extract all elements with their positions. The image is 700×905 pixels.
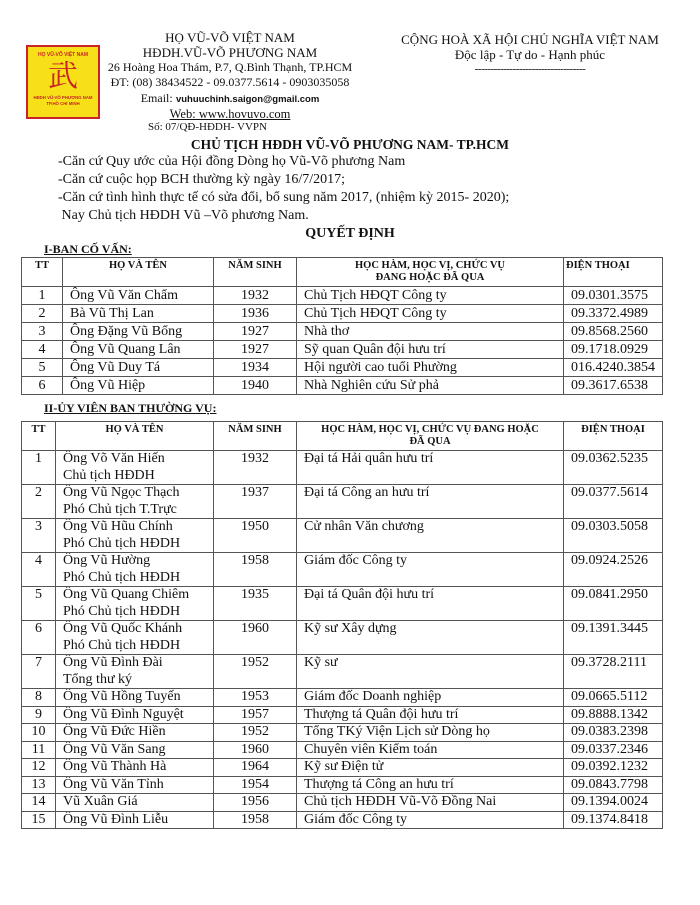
position: Cử nhân Văn chương [297,519,564,553]
phone-number: 09.3728.2111 [564,655,663,689]
table-row [22,655,663,689]
sub-org-name: HĐDH.VŨ-VÕ PHƯƠNG NAM [142,45,318,60]
position: Tổng TKý Viện Lịch sử Dòng họ [297,724,564,742]
birth-year: 1927 [214,323,297,341]
row-number: 2 [22,305,63,323]
table-row [22,305,663,323]
logo-glyph: 武 [48,59,78,94]
member-cell [56,621,214,655]
phone-number: 09.1718.0929 [564,341,663,359]
row-number: 12 [22,759,56,777]
row-number: 6 [22,621,56,655]
phone-number: 016.4240.3854 [564,359,663,377]
basis-line-2: -Căn cứ cuộc họp BCH thường kỳ ngày 16/7/2017; [58,172,345,187]
phone-number: 09.1394.0024 [564,794,663,812]
member-name: Ông Vũ Đình Liễu [63,811,169,827]
decision-heading: QUYẾT ĐỊNH [305,226,395,241]
table-row [22,794,663,812]
member-cell [56,811,214,829]
table-row [22,689,663,707]
column-header: ĐIỆN THOẠI [564,258,663,287]
organization-logo [26,45,100,119]
column-header: HỌ VÀ TÊN [56,422,214,451]
position: Giám đốc Công ty [297,811,564,829]
phone-number: 09.3617.6538 [564,377,663,395]
phone-number: 09.0377.5614 [564,485,663,519]
table-row [22,553,663,587]
column-header: HỌ VÀ TÊN [63,258,214,287]
column-header: NĂM SINH [214,422,297,451]
birth-year: 1953 [214,689,297,707]
row-number: 4 [22,553,56,587]
member-role: Phó Chủ tịch HĐDH [63,535,181,551]
web-link[interactable]: Web: www.hovuvo.com [169,107,291,121]
phone-number: 09.8888.1342 [564,706,663,724]
phone: ĐT: (08) 38434522 - 09.0377.5614 - 0903035058 [110,75,350,89]
position: Kỹ sư [297,655,564,689]
org-name: HỌ VŨ-VÕ VIỆT NAM [165,30,295,45]
divider: ----------------------------------- [474,63,586,75]
phone-number: 09.0301.3575 [564,287,663,305]
column-header: NĂM SINH [214,258,297,287]
basis-line-1: -Căn cứ Quy ước của Hội đồng Dòng họ Vũ-Võ phương Nam [58,154,406,169]
member-cell [56,741,214,759]
column-header: TT [22,422,56,451]
birth-year: 1958 [214,811,297,829]
table-row [22,287,663,305]
member-cell [56,519,214,553]
table-row [22,485,663,519]
birth-year: 1957 [214,706,297,724]
member-cell [56,759,214,777]
member-name: Ông Vũ Quang Chiêm [63,587,190,602]
row-number: 10 [22,724,56,742]
nation-title: CỘNG HOÀ XÃ HỘI CHỦ NGHĨA VIỆT NAM [401,32,659,47]
row-number: 15 [22,811,56,829]
row-number: 2 [22,485,56,519]
column-header: TT [22,258,63,287]
position: Thượng tá Công an hưu trí [297,776,564,794]
position: Nhà Nghiên cứu Sử phả [297,377,564,395]
member-role: Phó Chủ tịch T.Trực [63,501,177,517]
member-role: Phó Chủ tịch HĐDH [63,637,181,653]
birth-year: 1954 [214,776,297,794]
row-number: 11 [22,741,56,759]
position: Kỹ sư Xây dựng [297,621,564,655]
birth-year: 1956 [214,794,297,812]
standing-committee-table [21,421,663,829]
table-row [22,759,663,777]
birth-year: 1960 [214,741,297,759]
member-name: Ông Vũ Hường [63,553,151,568]
table-row [22,323,663,341]
row-number: 1 [22,451,56,485]
row-number: 5 [22,587,56,621]
logo-top-text: HỌ VŨ-VÕ VIỆT NAM [37,52,88,58]
birth-year: 1927 [214,341,297,359]
member-name: Ông Vũ Duy Tá [63,359,214,377]
member-name: Bà Vũ Thị Lan [63,305,214,323]
member-cell [56,655,214,689]
phone-number: 09.0303.5058 [564,519,663,553]
phone-number: 09.0843.7798 [564,776,663,794]
birth-year: 1935 [214,587,297,621]
section2-heading: II-ỦY VIÊN BAN THƯỜNG VỤ: [44,401,217,415]
member-name: Ông Vũ Hồng Tuyến [63,689,181,704]
row-number: 3 [22,519,56,553]
member-name: Ông Vũ Đình Đài [63,655,163,670]
advisory-board-table [21,257,663,395]
table-row [22,519,663,553]
phone-number: 09.1374.8418 [564,811,663,829]
column-header: HỌC HÀM, HỌC VỊ, CHỨC VỤ ĐANG HOẶC ĐÃ QUA [297,422,564,451]
section1-heading: I-BAN CỐ VẤN: [44,242,132,256]
birth-year: 1964 [214,759,297,777]
email-label: Email: [140,91,173,105]
member-name: Ông Vũ Hũu Chính [63,519,173,534]
member-name: Ông Vũ Hiệp [63,377,214,395]
motto: Độc lập - Tự do - Hạnh phúc [454,47,606,62]
birth-year: 1952 [214,655,297,689]
member-name: Ông Vũ Văn Sang [63,741,166,757]
birth-year: 1934 [214,359,297,377]
position: Thượng tá Quân đội hưu trí [297,706,564,724]
table-row [22,621,663,655]
member-cell [56,485,214,519]
phone-number: 09.0392.1232 [564,759,663,777]
table-row [22,377,663,395]
row-number: 1 [22,287,63,305]
position: Giám đốc Công ty [297,553,564,587]
member-name: Ông Vũ Văn Tỉnh [63,776,164,792]
phone-number: 09.8568.2560 [564,323,663,341]
logo-bottom-line2: TP.HỒ CHÍ MINH [46,101,80,106]
row-number: 9 [22,706,56,724]
position: Đại tá Hải quân hưu trí [297,451,564,485]
position: Sỹ quan Quân đội hưu trí [297,341,564,359]
member-cell [56,689,214,707]
member-name: Ông Vũ Quang Lân [63,341,214,359]
phone-number: 09.0362.5235 [564,451,663,485]
member-name: Ông Vũ Quốc Khánh [63,621,183,636]
birth-year: 1960 [214,621,297,655]
member-role: Phó Chủ tịch HĐDH [63,569,181,585]
member-cell [56,776,214,794]
row-number: 14 [22,794,56,812]
birth-year: 1940 [214,377,297,395]
member-cell [56,794,214,812]
row-number: 7 [22,655,56,689]
member-name: Ông Võ Văn Hiến [63,451,165,466]
phone-number: 09.0665.5112 [564,689,663,707]
document-title: CHỦ TỊCH HĐDH VŨ-VÕ PHƯƠNG NAM- TP.HCM [190,137,510,152]
position: Chủ Tịch HĐQT Công ty [297,287,564,305]
member-name: Ông Đặng Vũ Bổng [63,323,214,341]
phone-number: 09.0337.2346 [564,741,663,759]
position: Chủ tịch HĐDH Vũ-Võ Đồng Nai [297,794,564,812]
birth-year: 1952 [214,724,297,742]
member-name: Ông Vũ Đình Nguyệt [63,706,184,722]
table-row [22,359,663,377]
row-number: 6 [22,377,63,395]
table-row [22,724,663,742]
logo-bottom-line1: HĐDH VŨ-VÕ PHƯƠNG NAM [33,95,93,100]
table-row [22,741,663,759]
phone-number: 09.3372.4989 [564,305,663,323]
birth-year: 1937 [214,485,297,519]
column-header: ĐIỆN THOẠI [564,422,663,451]
member-role: Chủ tịch HĐDH [63,467,155,483]
member-cell [56,587,214,621]
member-cell [56,451,214,485]
member-name: Ông Vũ Thành Hà [63,759,167,774]
position: Giám đốc Doanh nghiệp [297,689,564,707]
table-row [22,776,663,794]
birth-year: 1950 [214,519,297,553]
phone-number: 09.1391.3445 [564,621,663,655]
header-right [400,32,660,77]
address: 26 Hoàng Hoa Thám, P.7, Q.Bình Thạnh, TP.HCM [107,60,353,74]
member-cell [56,724,214,742]
member-role: Tổng thư ký [63,671,133,687]
birth-year: 1932 [214,287,297,305]
table-row [22,451,663,485]
row-number: 5 [22,359,63,377]
phone-number: 09.0841.2950 [564,587,663,621]
header-left [104,30,356,122]
position: Đại tá Công an hưu trí [297,485,564,519]
position: Đại tá Quân đội hưu trí [297,587,564,621]
member-role: Phó Chủ tịch HĐDH [63,603,181,619]
basis-line-4: Nay Chủ tịch HĐDH Vũ –Võ phương Nam. [58,208,309,223]
member-cell [56,706,214,724]
member-cell [56,553,214,587]
document-number: Số: 07/QĐ-HĐDH- VVPN [148,121,267,133]
position: Nhà thơ [297,323,564,341]
birth-year: 1932 [214,451,297,485]
row-number: 13 [22,776,56,794]
position: Chủ Tịch HĐQT Công ty [297,305,564,323]
member-name: Vũ Xuân Giá [63,794,138,809]
position: Kỹ sư Điện tử [297,759,564,777]
member-name: Ông Vũ Ngọc Thạch [63,485,180,500]
email-link[interactable]: vuhuuchinh.saigon@gmail.com [175,94,320,105]
basis-line-3: -Căn cứ tình hình thực tế có sửa đổi, bổ sung năm 2017, (nhiệm kỳ 2015- 2020); [58,190,510,205]
position: Chuyên viên Kiểm toán [297,741,564,759]
row-number: 4 [22,341,63,359]
birth-year: 1936 [214,305,297,323]
row-number: 8 [22,689,56,707]
member-name: Ông Vũ Đức Hiền [63,724,166,739]
row-number: 3 [22,323,63,341]
birth-year: 1958 [214,553,297,587]
table-row [22,811,663,829]
member-name: Ông Vũ Văn Chẩm [63,287,214,305]
table-row [22,341,663,359]
position: Hội người cao tuổi Phường [297,359,564,377]
column-header: HỌC HÀM, HỌC VỊ, CHỨC VỤ ĐANG HOẶC ĐÃ QUA [297,258,564,287]
table-row [22,706,663,724]
phone-number: 09.0383.2398 [564,724,663,742]
table-row [22,587,663,621]
phone-number: 09.0924.2526 [564,553,663,587]
